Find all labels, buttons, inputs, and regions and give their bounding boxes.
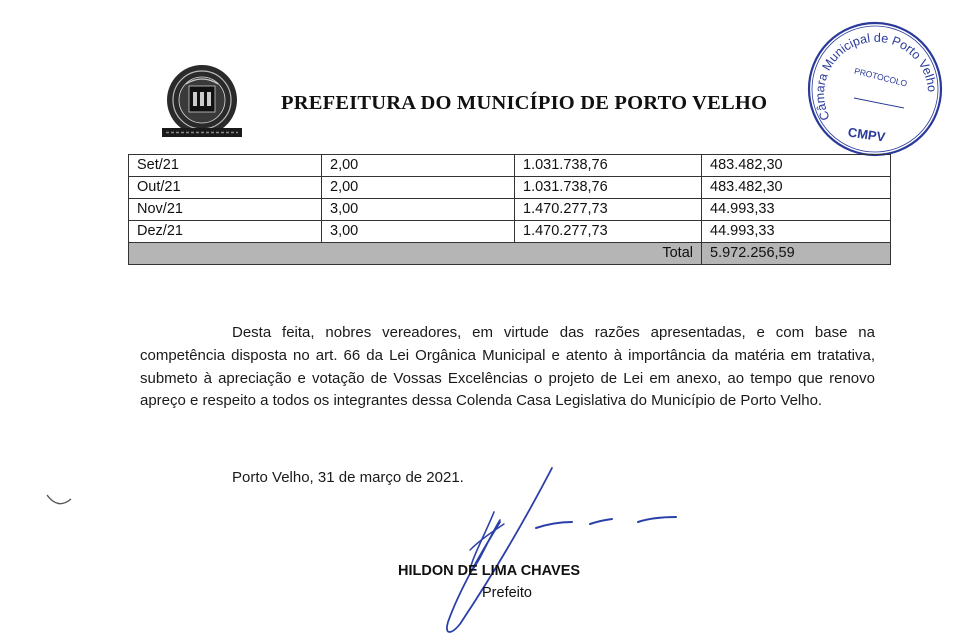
table-cell-rate: 2,00 bbox=[322, 177, 515, 199]
table-cell-value: 483.482,30 bbox=[702, 177, 891, 199]
table-cell-value: 483.482,30 bbox=[702, 155, 891, 177]
values-table bbox=[128, 154, 891, 265]
table-cell-amount: 1.031.738,76 bbox=[515, 177, 702, 199]
table-cell-month: Out/21 bbox=[129, 177, 322, 199]
table-cell-month: Set/21 bbox=[129, 155, 322, 177]
table-row bbox=[129, 221, 891, 243]
table-cell-value: 44.993,33 bbox=[702, 199, 891, 221]
total-label: Total bbox=[129, 243, 702, 265]
stamp-protocol-text: PROTOCOLO bbox=[853, 65, 909, 89]
table-cell-value: 44.993,33 bbox=[702, 221, 891, 243]
table-row bbox=[129, 155, 891, 177]
table-cell-rate: 3,00 bbox=[322, 199, 515, 221]
table-cell-amount: 1.470.277,73 bbox=[515, 221, 702, 243]
page-title: PREFEITURA DO MUNICÍPIO DE PORTO VELHO bbox=[281, 92, 768, 114]
signer-name: HILDON DE LIMA CHAVES bbox=[398, 563, 581, 579]
table-row bbox=[129, 177, 891, 199]
body-paragraph bbox=[140, 322, 875, 413]
stamp-arc-text: Câmara Municipal de Porto Velho bbox=[812, 30, 940, 123]
protocol-stamp bbox=[804, 18, 946, 160]
handwritten-signature bbox=[400, 462, 690, 638]
table-row bbox=[129, 199, 891, 221]
table-cell-month: Nov/21 bbox=[129, 199, 322, 221]
stamp-cmpv-text: CMPV bbox=[846, 124, 887, 145]
table-cell-amount: 1.470.277,73 bbox=[515, 199, 702, 221]
table-cell-rate: 3,00 bbox=[322, 221, 515, 243]
place-date: Porto Velho, 31 de março de 2021. bbox=[232, 469, 464, 486]
table-total-row bbox=[129, 243, 891, 265]
table-cell-rate: 2,00 bbox=[322, 155, 515, 177]
table-cell-month: Dez/21 bbox=[129, 221, 322, 243]
signer-role: Prefeito bbox=[482, 585, 532, 601]
municipal-coat-of-arms-icon bbox=[156, 62, 248, 142]
scan-artifact bbox=[44, 492, 74, 510]
table-cell-amount: 1.031.738,76 bbox=[515, 155, 702, 177]
body-paragraph-text: Desta feita, nobres vereadores, em virtude das razões apresentadas, e com base na competência disposta no art. 66 da Lei Orgânica Municipal e atento à importância da matéria em tratativa, submeto à apreciação e votação de Vossas Excelências o projeto de Lei em anexo, ao tempo que renovo apreço e respeito a todos os integrantes dessa Colenda Casa Legislativa do Município de Porto Velho. bbox=[140, 324, 875, 410]
total-value: 5.972.256,59 bbox=[702, 243, 891, 265]
